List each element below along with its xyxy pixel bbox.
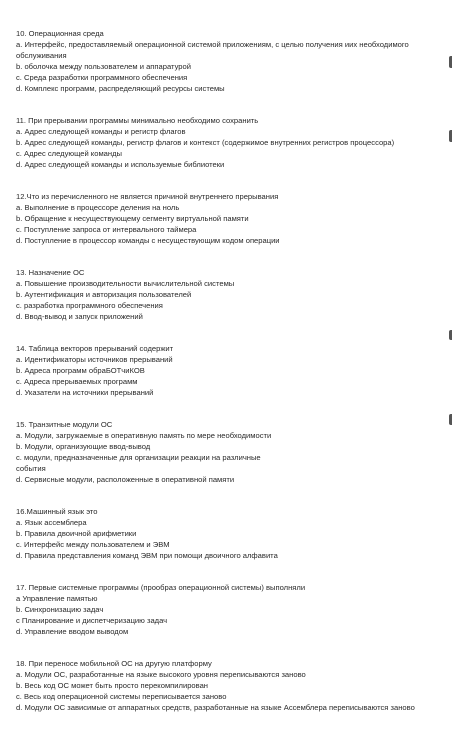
answer-option-c: с. Интерфейс между пользователем и ЭВМ: [16, 539, 170, 549]
answer-option-a: а. Модули, загружаемые в оперативную память по мере необходимости: [16, 430, 272, 440]
answer-option-d: d. Правила представления команд ЭВМ при помощи двоичного алфавита: [16, 550, 278, 560]
answer-option-b: b. Весь код ОС может быть просто перекомпилирован: [16, 680, 209, 690]
question-title: 17. Первые системные программы (прообраз операционной системы) выполняли: [16, 583, 306, 593]
answer-option-d: d. Указатели на источники прерываний: [16, 387, 154, 397]
answer-option-c-continued: события: [16, 463, 46, 473]
answer-option-a: а. Интерфейс, предоставляемый операционной системой приложениям, с целью получения иих необходимого обслуживания: [16, 39, 409, 60]
answer-option-c: с. Среда разработки программного обеспечения: [16, 72, 188, 82]
question-15: [16, 420, 436, 485]
answer-option-a: а. Адрес следующей команды и регистр флагов: [16, 126, 186, 136]
answer-option-c: с. Весь код операционной системы переписывается заново: [16, 691, 227, 701]
question-17: [16, 583, 436, 638]
question-11: [16, 116, 436, 171]
question-14: [16, 344, 436, 399]
question-title: 14. Таблица векторов прерываний содержит: [16, 344, 174, 354]
answer-option-b: b. оболочка между пользователем и аппаратурой: [16, 61, 191, 71]
answer-option-d: d. Адрес следующей команды и используемые библиотеки: [16, 159, 225, 169]
question-title: 12.Что из перечисленного не является причиной внутреннего прерывания: [16, 191, 279, 201]
question-title: 16.Машинный язык это: [16, 507, 98, 516]
answer-option-d: d. Сервисные модули, расположенные в оперативной памяти: [16, 474, 235, 484]
question-title: 10. Операционная среда: [16, 29, 104, 38]
answer-option-b: b. Синхронизацию задач: [16, 604, 104, 614]
answer-option-c: с. модули, предназначенные для организации реакции на различные: [16, 452, 261, 462]
answer-option-c: с Планирование и диспетчеризацию задач: [16, 615, 168, 625]
answer-option-a: а Управление памятью: [16, 593, 98, 603]
question-title: 13. Назначение ОС: [16, 268, 85, 277]
answer-option-d: d. Ввод-вывод и запуск приложений: [16, 311, 143, 321]
answer-option-a: а. Выполнение в процессоре деления на ноль: [16, 202, 180, 212]
answer-option-c: с. разработка программного обеспечения: [16, 300, 163, 310]
answer-option-a: а. Язык ассемблера: [16, 517, 87, 527]
answer-option-b: b. Модули, организующие ввод-вывод: [16, 441, 151, 451]
answer-option-b: b. Адреса программ обраБОТчиКОВ: [16, 365, 145, 375]
answer-option-b: b. Аутентификация и авторизация пользователей: [16, 289, 192, 299]
answer-option-a: а. Модули ОС, разработанные на языке высокого уровня переписываются заново: [16, 669, 306, 679]
page-edge-marks: [448, 0, 452, 633]
answer-option-d: d. Управление вводом выводом: [16, 626, 129, 636]
question-title: 18. При переносе мобильной ОС на другую платформу: [16, 659, 212, 669]
question-18: [16, 659, 436, 714]
question-13: [16, 268, 436, 323]
answer-option-d: d. Модули ОС зависимые от аппаратных средств, разработанные на языке Ассемблера переписываются заново: [16, 702, 415, 712]
answer-option-b: b. Адрес следующей команды, регистр флагов и контекст (содержимое внутренних регистров процессора): [16, 137, 395, 147]
question-title: 11. При прерывании программы минимально необходимо сохранить: [16, 115, 259, 125]
question-10: [16, 29, 436, 94]
answer-option-d: d. Комплекс программ, распределяющий ресурсы системы: [16, 83, 225, 93]
question-16: [16, 507, 436, 562]
document-page: [16, 29, 436, 735]
answer-option-b: b. Правила двоичной арифметики: [16, 528, 137, 538]
answer-option-c: с. Поступление запроса от интервального таймера: [16, 224, 197, 234]
answer-option-c: с. Адрес следующей команды: [16, 148, 122, 158]
answer-option-a: а. Повышение производительности вычислительной системы: [16, 278, 235, 288]
answer-option-d: d. Поступление в процессор команды с несуществующим кодом операции: [16, 235, 280, 245]
question-title: 15. Транзитные модули ОС: [16, 420, 113, 430]
answer-option-b: b. Обращение к несуществующему сегменту виртуальной памяти: [16, 213, 249, 223]
question-12: [16, 192, 436, 247]
answer-option-c: с. Адреса прерываемых программ: [16, 376, 138, 386]
answer-option-a: а. Идентификаторы источников прерываний: [16, 354, 173, 364]
